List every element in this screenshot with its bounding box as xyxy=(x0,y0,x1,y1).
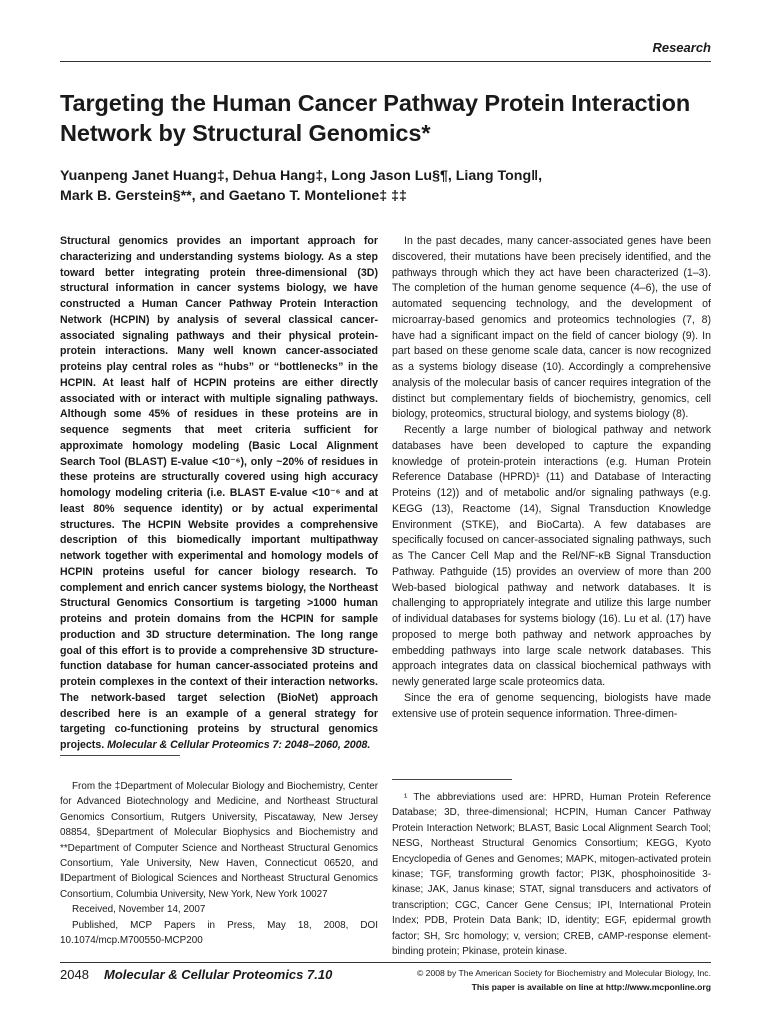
article-title: Targeting the Human Cancer Pathway Protein Interaction Network by Structural Genomics* xyxy=(60,90,691,146)
abbreviations-footnote: ¹ The abbreviations used are: HPRD, Human Protein Reference Database; 3D, three-dimensional; HCPIN, Human Cancer Pathway Protein Interaction Network; BLAST, Basic Local Alignment Search Tool; NESG, Northeast Structural Genomics Consortium; KEGG, Kyoto Encyclopedia of Genes and Genomes; MAPK, mitogen-activated protein kinase; TGF, transforming growth factor; PI3K, phosphoinositide 3-kinase; JAK, Janus kinase; STAT, signal transducers and activators of transcription; CGC, Cancer Gene Census; IPI, International Protein Index; PDB, Protein Data Bank; ID, identity; EGF, epidermal growth factor; SH, Src homology; v, version; CREB, cAMP-response element-binding protein; Pkinase, protein kinase. xyxy=(392,792,711,958)
received-date: Received, November 14, 2007 xyxy=(72,904,206,916)
author-list xyxy=(60,166,720,206)
authors-line-2: Mark B. Gerstein§**, and Gaetano T. Montelione‡ ‡‡ xyxy=(60,188,407,204)
abstract xyxy=(60,234,378,754)
footer-rule xyxy=(60,962,711,963)
body-column xyxy=(392,234,711,722)
body-paragraph-1: In the past decades, many cancer-associated genes have been discovered, their mutations have been precisely identified, and the pathways through which they act have been characterized (1–3). The completion of the human genome sequence (4–6), the use of automated sequencing technology, and the development of microarray-based genomics and proteomics technologies (7, 8) have had a significant impact on the field of cancer biology (9). In part based on these genome scale data, cancer is now recognized as a systems biology disease (10). Accordingly a comprehensive analysis of the molecular basis of cancer requires integration of the distinct but complementary fields of biochemistry, genomics, cell biology, proteomics, structural biology, and systems biology (8). xyxy=(392,235,711,421)
authors-line-1: Yuanpeng Janet Huang‡, Dehua Hang‡, Long Jason Lu§¶, Liang Tong‖, xyxy=(60,168,543,184)
footnote-divider xyxy=(392,779,512,780)
copyright-notice: © 2008 by The American Society for Biochemistry and Molecular Biology, Inc. xyxy=(416,968,711,978)
abstract-text: Structural genomics provides an important approach for characterizing and understanding systems biology. As a step toward better integrating protein three-dimensional (3D) structural information in cancer systems biology, we have constructed a Human Cancer Pathway Protein Interaction Network (HCPIN) by analysis of several classical cancer-associated signaling pathways and their physical protein-protein interactions. Many well known cancer-associated proteins play central roles as “hubs” or “bottlenecks” in the HCPIN. At least half of HCPIN proteins are either directly associated with or interact with multiple signaling pathways. Although some 45% of residues in these proteins are in sequence segments that meet criteria sufficient for approximate homology modeling (Basic Local Alignment Search Tool (BLAST) E-value <10⁻⁶), only ~20% of residues in these proteins are structurally covered using high accuracy homology modeling criteria (i.e. BLAST E-value <10⁻⁶ and at least 80% sequence identity) or by actual experimental structures. The HCPIN Website provides a comprehensive description of this biomedically important multipathway network together with experimental and homology models of HCPIN proteins useful for cancer biology research. To complement and enrich cancer systems biology, the Northeast Structural Genomics Consortium is targeting >1000 human proteins and protein domains from the HCPIN for sample production and 3D structure determination. The long range goal of this effort is to provide a comprehensive 3D structure-function database for human cancer-associated proteins and protein complexes in the context of their interaction networks. The network-based target selection (BioNet) approach described here is an example of a general strategy for targeting co-functioning proteins by structural genomics projects. xyxy=(60,235,378,751)
header-rule xyxy=(60,61,711,62)
abstract-citation: Molecular & Cellular Proteomics 7: 2048–2060, 2008. xyxy=(107,739,371,751)
affiliation-divider xyxy=(60,755,180,756)
affiliation-block xyxy=(60,779,378,948)
journal-name: Molecular & Cellular Proteomics 7.10 xyxy=(104,967,333,982)
section-label: Research xyxy=(652,40,711,55)
page-number: 2048 xyxy=(60,967,89,982)
online-availability[interactable]: This paper is available on line at http://www.mcponline.org xyxy=(471,982,711,992)
affiliation-text: From the ‡Department of Molecular Biology and Biochemistry, Center for Advanced Biotechnology and Medicine, and Northeast Structural Genomics Consortium, Rutgers University, Piscataway, New Jersey 08854, §Department of Molecular Biophysics and Biochemistry and **Department of Computer Science and Northeast Structural Genomics Consortium, Yale University, New Haven, Connecticut 06520, and ‖Department of Biological Sciences and Northeast Structural Genomics Consortium, Columbia University, New York, New York 10027 xyxy=(60,781,378,900)
body-paragraph-3: Since the era of genome sequencing, biologists have made extensive use of protein sequence information. Three-dimen- xyxy=(392,691,711,720)
published-info: Published, MCP Papers in Press, May 18, 2008, DOI 10.1074/mcp.M700550-MCP200 xyxy=(60,919,378,947)
body-paragraph-2: Recently a large number of biological pathway and network databases have been developed to capture the expanding knowledge of protein-protein interactions (e.g. Human Protein Reference Database (HPRD)¹ (11) and Database of Interacting Proteins (12)) and of metabolic and/or signaling pathways (e.g. KEGG (13), Reactome (14), Signal Transduction Knowledge Environment (STKE), and BioCarta). A few databases are specifically focused on cancer-associated signaling pathways, such as The Cancer Cell Map and the Rel/NF-κB Signal Transduction Pathway. Pathguide (15) provides an overview of more than 200 Web-based biological pathway and network databases. It is challenging to appropriately integrate and utilize this large number of individual databases for systems biology (16). Lu et al. (17) have proposed to merge both pathway and network approaches by embedding pathways into large scale network databases. This approach integrates data on classical biochemical pathways with newly generated large scale proteomics data. xyxy=(392,424,711,688)
